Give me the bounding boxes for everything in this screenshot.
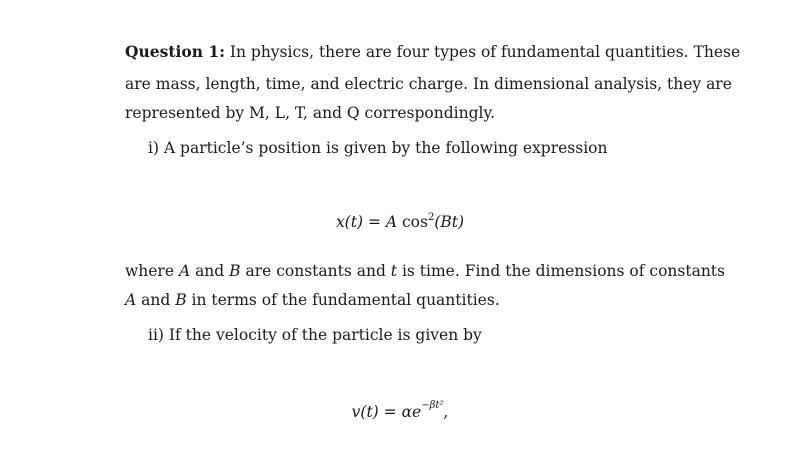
part-i-text: i) A particle’s position is given by the following expression <box>148 139 608 157</box>
question-text-1: In physics, there are four types of fundamental quantities. These <box>229 43 741 61</box>
question-label: Question 1: <box>125 42 225 61</box>
after-w1: where <box>125 262 179 280</box>
eq1-power: 2 <box>427 211 435 223</box>
after-B2: B <box>175 291 187 309</box>
eq1-coef: A <box>385 213 398 231</box>
eq2-exponent: −βt² <box>421 399 444 411</box>
part-ii-text: ii) If the velocity of the particle is given by <box>148 326 482 344</box>
eq2-lhs: v(t) <box>351 403 379 421</box>
part-i-after-line-1 <box>125 261 725 281</box>
after-w2: and <box>190 262 230 280</box>
after-t: t <box>390 262 398 280</box>
eq1-lhs: x(t) <box>335 213 364 231</box>
eq2-trail: , <box>443 403 449 421</box>
after-B: B <box>229 262 241 280</box>
after-A2: A <box>125 291 137 309</box>
question-line-2 <box>125 74 732 94</box>
eq1-arg: (Bt) <box>434 213 465 231</box>
question-line-1 <box>125 42 741 62</box>
question-text-2: are mass, length, time, and electric charge. In dimensional analysis, they are <box>125 75 732 93</box>
eq1-equals: = <box>363 213 386 231</box>
part-i-after-line-2 <box>125 290 500 310</box>
after-w3: are constants and <box>240 262 391 280</box>
velocity-equation <box>0 399 800 422</box>
after-A: A <box>178 262 191 280</box>
after-w4: is time. Find the dimensions of constants <box>397 262 725 280</box>
question-line-3: represented by M, L, T, and Q correspondingly. <box>125 104 496 122</box>
eq2-rhs: αe <box>401 403 422 421</box>
eq1-func: cos <box>397 213 428 231</box>
question-line-1-justify <box>125 42 741 62</box>
after-w6: in terms of the fundamental quantities. <box>186 291 500 309</box>
eq2-equals: = <box>378 403 402 421</box>
after-w5: and <box>136 291 176 309</box>
part-i-after-justify <box>125 261 725 281</box>
position-equation <box>0 212 800 232</box>
